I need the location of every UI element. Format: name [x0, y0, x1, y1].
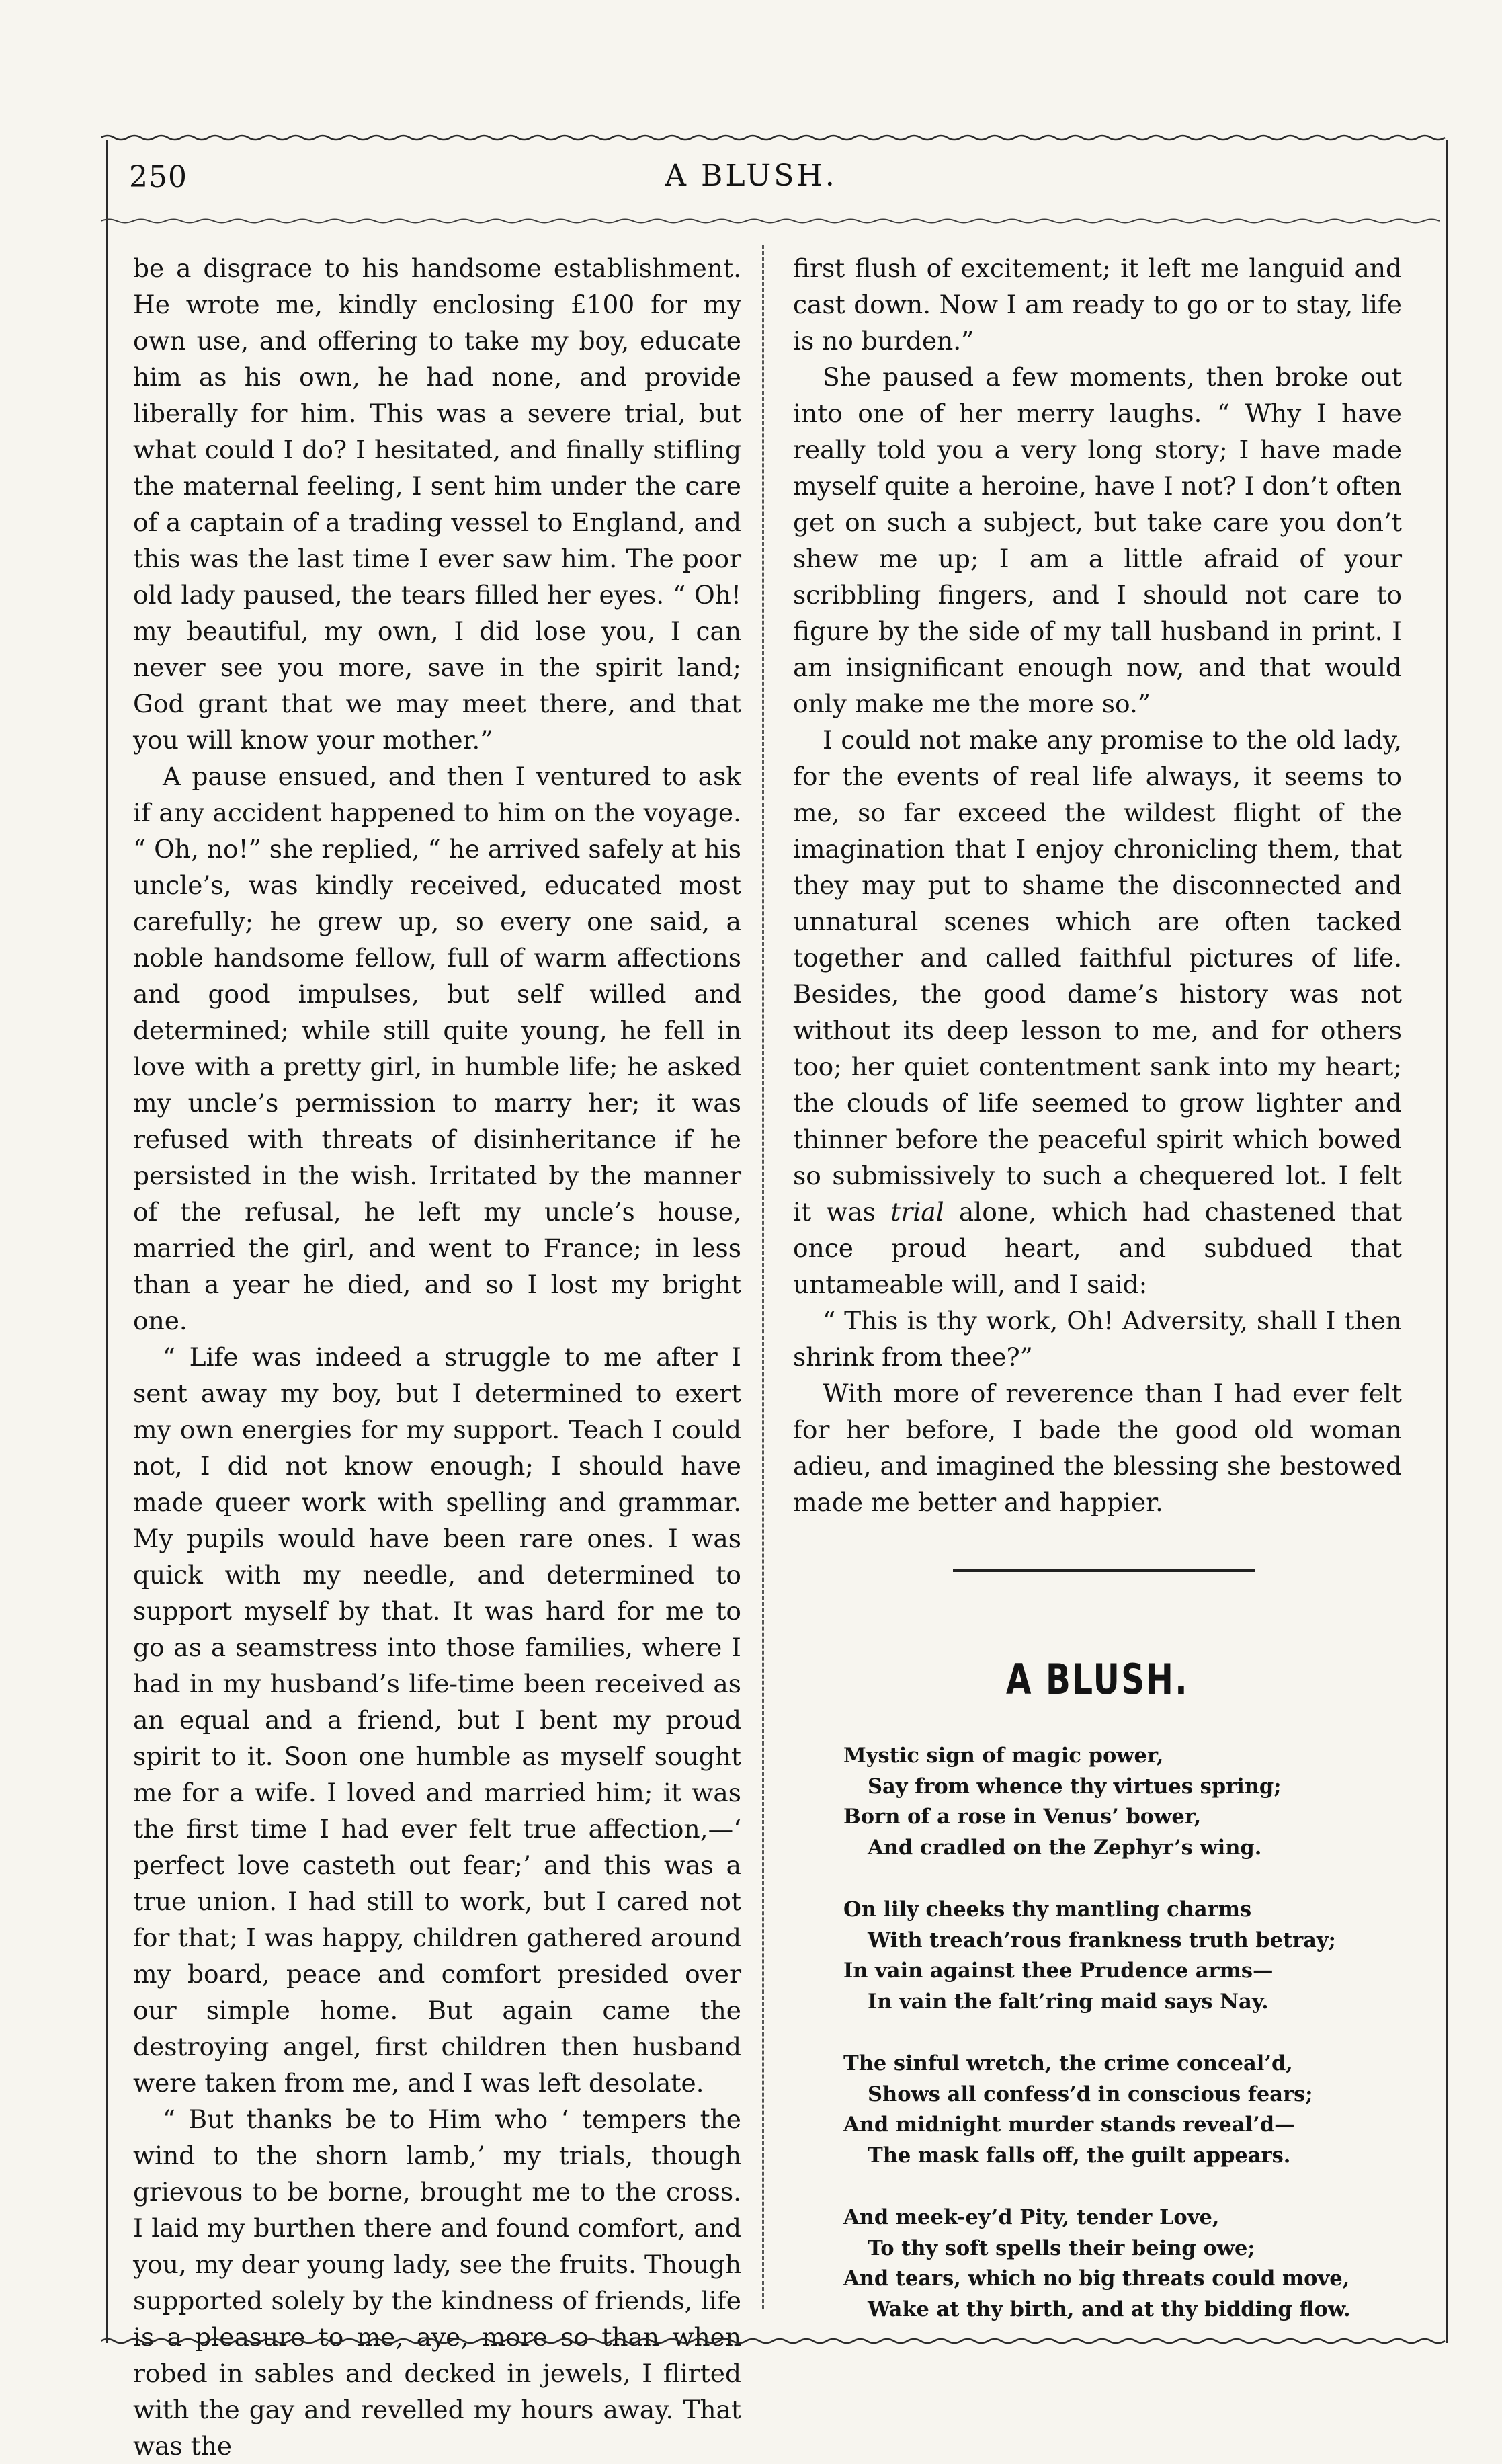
poem-line: Shows all confess’d in conscious fears; [868, 2082, 1313, 2106]
stanza [843, 2203, 1394, 2325]
bottom-ornamental-rule [101, 2336, 1452, 2346]
paragraph: “ Life was indeed a struggle to me after I sent away my boy, but I determined to exert my own energies for my support. Teach I could not, I did not know enough; I should have made queer work with spelling and grammar. My pupils would have been rare ones. I was quick with my needle, and determined to support myself by that. It was hard for me to go as a seamstress into those families, where I had in my husband’s life-time been received as an equal and a friend, but I bent my proud spirit to it. Soon one humble as myself sought me for a wife. I loved and married him; it was the first time I had ever felt true affection,—‘ perfect love casteth out fear;’ and this was a true union. I had still to work, but I cared not for that; I was happy, children gathered around my board, peace and comfort presided over our simple home. But again came the destroying angel, first children then husband were taken from me, and I was left desolate. [133, 1342, 741, 2098]
paragraph: “ But thanks be to Him who ‘ tempers the wind to the shorn lamb,’ my trials, though grievous to be borne, brought me to the cross. I laid my burthen there and found comfort, and you, my dear young lady, see the fruits. Though supported solely by the kindness of friends, life is a pleasure to me, aye, more so than when robed in sables and decked in jewels, I flirted with the gay and revelled my hours away. That was the [133, 2104, 741, 2461]
poem-line: The sinful wretch, the crime conceal’d, [843, 2051, 1293, 2076]
paragraph: “ This is thy work, Oh! Adversity, shall I then shrink from thee?” [793, 1306, 1402, 1372]
right-column [793, 250, 1402, 1520]
italic-word: trial [890, 1197, 944, 1227]
paragraph: With more of reverence than I had ever felt for her before, I bade the good old woman adieu, and imagined the blessing she bestowed made me better and happier. [793, 1379, 1402, 1517]
paragraph: first flush of excitement; it left me languid and cast down. Now I am ready to go or to stay, life is no burden.” [793, 253, 1402, 356]
paragraph: A pause ensued, and then I ventured to ask if any accident happened to him on the voyage. “ Oh, no!” she replied, “ he arrived safely at his uncle’s, was kindly received, educated most carefully; he grew up, so every one said, a noble handsome fellow, full of warm affections and good impulses, but self willed and determined; while still quite young, he fell in love with a pretty girl, in humble life; he asked my uncle’s permission to marry her; it was refused with threats of disinheritance if he persisted in the wish. Irritated by the manner of the refusal, he left my uncle’s house, married the girl, and went to France; in less than a year he died, and so I lost my bright one. [133, 762, 741, 1336]
paragraph-text: alone, which had chastened that once proud heart, and subdued that untameable will, and I said: [793, 1197, 1403, 1299]
poem-line: And meek-ey’d Pity, tender Love, [843, 2205, 1220, 2229]
top-ornamental-rule [101, 133, 1452, 142]
poem-line: The mask falls off, the guilt appears. [868, 2143, 1291, 2168]
paragraph: She paused a few moments, then broke out into one of her merry laughs. “ Why I have really told you a very long story; I have made myself quite a heroine, have I not? I don’t often get on such a subject, but take care you don’t shew me up; I am a little afraid of your scribbling fingers, and I should not care to figure by the side of my tall husband in print. I am insignificant enough now, and that would only make me the more so.” [793, 362, 1402, 718]
running-title: A BLUSH. [665, 159, 837, 193]
paragraph: be a disgrace to his handsome establishment. He wrote me, kindly enclosing £100 for my own use, and offering to take my boy, educate him as his own, he had none, and provide liberally for him. This was a severe trial, but what could I do? I hesitated, and finally stifling the maternal feeling, I sent him under the care of a captain of a trading vessel to England, and this was the last time I ever saw him. The poor old lady paused, the tears filled her eyes. “ Oh! my beautiful, my own, I did lose you, I can never see you more, save in the spirit land; God grant that we may meet there, and that you will know your mother.” [133, 253, 741, 755]
poem-line: In vain against thee Prudence arms— [843, 1959, 1274, 1983]
poem-line: Born of a rose in Venus’ bower, [843, 1805, 1202, 1829]
poem-line: And midnight murder stands reveal’d— [843, 2112, 1295, 2137]
poem-line: To thy soft spells their being owe; [868, 2235, 1255, 2260]
left-column [133, 250, 741, 2464]
poem-line: In vain the falt’ring maid says Nay. [868, 1989, 1269, 2014]
stanza [843, 1895, 1394, 2017]
poem-line: Wake at thy birth, and at thy bidding flow. [868, 2297, 1351, 2322]
section-separator [953, 1569, 1255, 1572]
poem [843, 1741, 1394, 2356]
poem-line: And cradled on the Zephyr’s wing. [868, 1835, 1262, 1860]
paragraph [793, 722, 1402, 1303]
column-divider [762, 245, 764, 2309]
stanza [843, 2049, 1394, 2171]
poem-line: Mystic sign of magic power, [843, 1743, 1164, 1768]
poem-line: And tears, which no big threats could move, [843, 2266, 1350, 2291]
paragraph-text: I could not make any promise to the old lady, for the events of real life always, it seems to me, so far exceed the wildest flight of the imagination that I enjoy chronicling them, that they may put to shame the disconnected and unnatural scenes which are often tacked together and called faithful pictures of life. Besides, the good dame’s history was not without its deep lesson to me, and for others too; her quiet contentment sank into my heart; the clouds of life seemed to grow lighter and thinner before the peaceful spirit which bowed so submissively to such a chequered lot. I felt it was [793, 725, 1402, 1227]
poem-line: On lily cheeks thy mantling charms [843, 1897, 1252, 1922]
poem-line: Say from whence thy virtues spring; [868, 1774, 1282, 1799]
header-ornamental-rule [101, 216, 1452, 226]
page-number: 250 [129, 160, 187, 194]
poem-line: With treach’rous frankness truth betray; [868, 1928, 1336, 1953]
stanza [843, 1741, 1394, 1863]
poem-title: A BLUSH. [1006, 1655, 1189, 1704]
